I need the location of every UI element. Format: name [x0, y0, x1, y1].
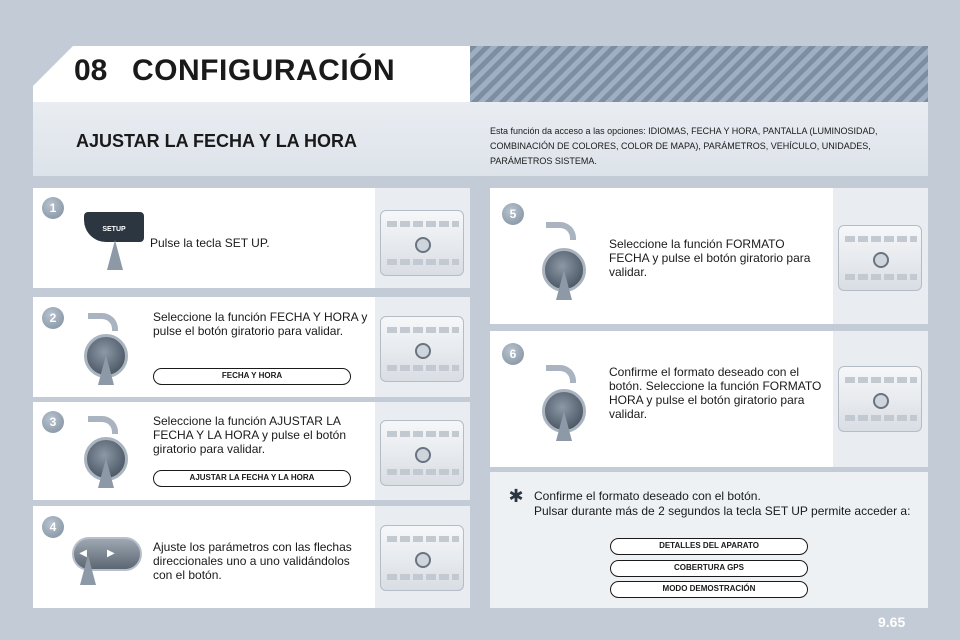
- press-arrow-icon: [80, 555, 96, 585]
- radio-panel-icon: [380, 420, 464, 486]
- menu-ajustar-fecha-hora: AJUSTAR LA FECHA Y LA HORA: [153, 470, 351, 487]
- menu-detalles-aparato: DETALLES DEL APARATO: [610, 538, 808, 555]
- radio-panel-icon: [838, 366, 922, 432]
- step-number: 4: [42, 516, 64, 538]
- chapter-title: CONFIGURACIÓN: [132, 54, 396, 87]
- press-arrow-icon: [556, 411, 572, 441]
- tip-line-2: Pulsar durante más de 2 segundos la tecla SET UP permite acceder a:: [534, 504, 911, 518]
- step-4-text: Ajuste los parámetros con las flechas direccionales uno a uno validándolos con el botón.: [153, 540, 352, 582]
- press-arrow-icon: [556, 270, 572, 300]
- press-arrow-icon: [98, 355, 114, 385]
- step-2-text: Seleccione la función FECHA Y HORA y pulse el botón giratorio para validar.: [153, 310, 368, 338]
- menu-fecha-y-hora: FECHA Y HORA: [153, 368, 351, 385]
- radio-panel-icon: [838, 225, 922, 291]
- step-number: 3: [42, 411, 64, 433]
- section-intro: Esta función da acceso a las opciones: IDIOMAS, FECHA Y HORA, PANTALLA (LUMINOSIDAD, COMBINACIÓN DE COLORES, COLOR DE MAPA), PARÁMETROS, VEHÍCULO, UNIDADES, PARÁMETROS SISTEMA.: [490, 126, 878, 166]
- step-6-text: Confirme el formato deseado con el botón. Seleccione la función FORMATO HORA y pulse el botón giratorio para validar.: [609, 365, 822, 421]
- chapter-number: 08: [74, 54, 108, 87]
- step-number: 5: [502, 203, 524, 225]
- section-title: AJUSTAR LA FECHA Y LA HORA: [76, 131, 358, 151]
- press-arrow-icon: [107, 240, 123, 270]
- tip-line-1: Confirme el formato deseado con el botón.: [534, 489, 761, 503]
- page-number: 9.65: [878, 614, 906, 630]
- step-5-text: Seleccione la función FORMATO FECHA y pulse el botón giratorio para validar.: [609, 237, 811, 279]
- radio-panel-icon: [380, 210, 464, 276]
- header-stripes: [470, 46, 928, 102]
- step-number: 1: [42, 197, 64, 219]
- step-3-text: Seleccione la función AJUSTAR LA FECHA Y LA HORA y pulse el botón giratorio para validar.: [153, 414, 346, 456]
- step-1-text: Pulse la tecla SET UP.: [150, 236, 270, 250]
- radio-panel-icon: [380, 525, 464, 591]
- step-number: 2: [42, 307, 64, 329]
- step-number: 6: [502, 343, 524, 365]
- setup-key-icon: SETUP: [84, 212, 144, 242]
- radio-panel-icon: [380, 316, 464, 382]
- direction-pad-icon: ◀▶: [72, 537, 142, 571]
- press-arrow-icon: [98, 458, 114, 488]
- menu-modo-demostracion: MODO DEMOSTRACIÓN: [610, 581, 808, 598]
- menu-cobertura-gps: COBERTURA GPS: [610, 560, 808, 577]
- tip-light-icon: ✱: [508, 486, 524, 506]
